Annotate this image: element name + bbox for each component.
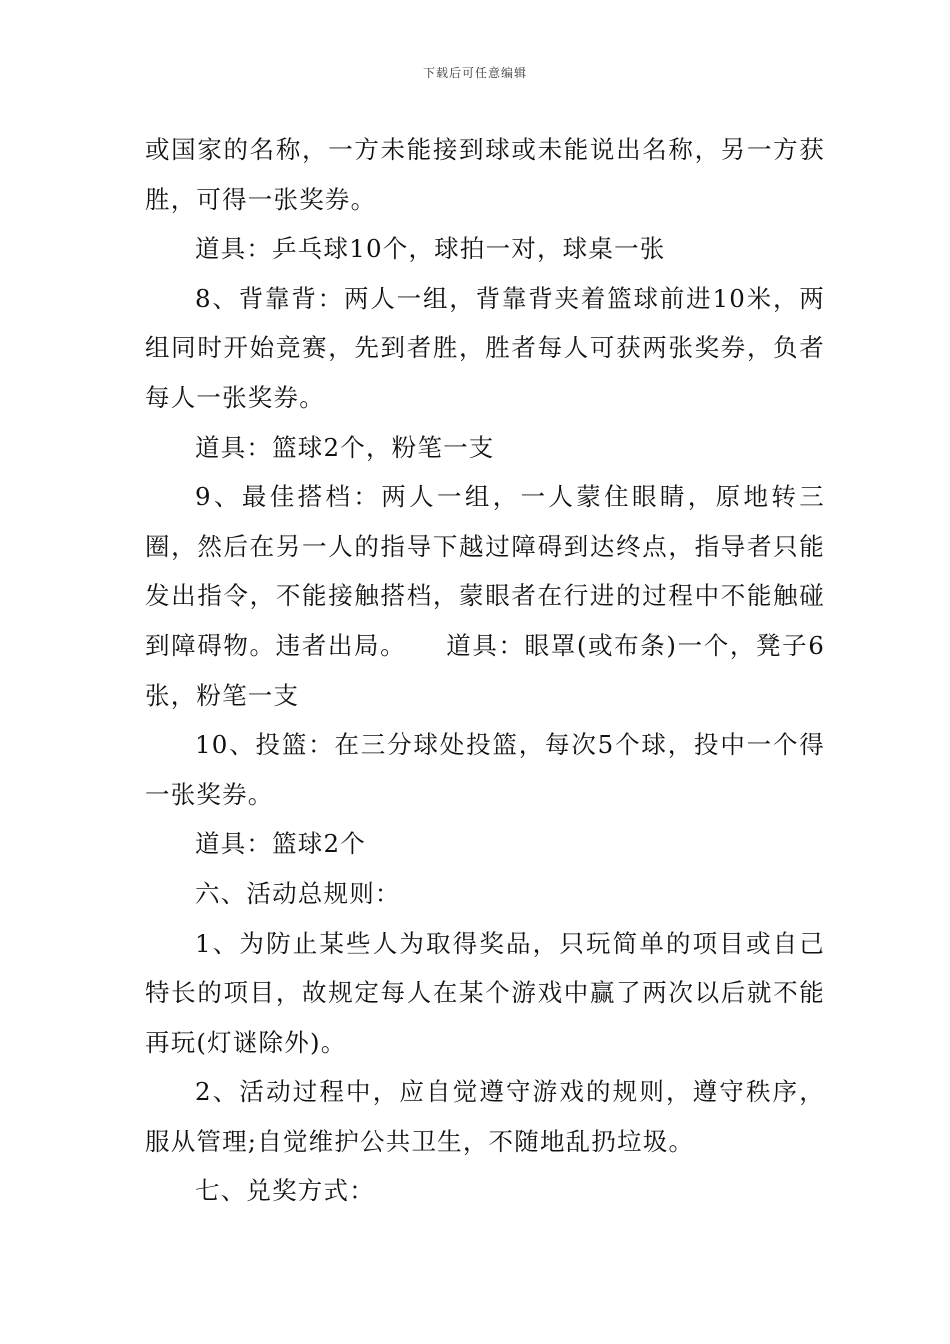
paragraph-rule-2: 2、活动过程中，应自觉遵守游戏的规则，遵守秩序，服从管理;自觉维护公共卫生，不随地乱扔垃圾。 <box>145 1077 825 1156</box>
paragraph-continuation: 或国家的名称，一方未能接到球或未能说出名称，另一方获胜，可得一张奖券。 <box>145 135 825 214</box>
paragraph-game-shooting: 10、投篮：在三分球处投篮，每次5个球，投中一个得一张奖券。 <box>145 730 825 809</box>
paragraph-game-best-partner: 9、最佳搭档：两人一组，一人蒙住眼睛，原地转三圈，然后在另一人的指导下越过障碍到达终点，指导者只能发出指令，不能接触搭档，蒙眼者在行进的过程中不能触碰到障碍物。违者出局。 道具：眼罩(或布条)一个，凳子6张，粉笔一支 <box>145 482 825 710</box>
paragraph-rule-1: 1、为防止某些人为取得奖品，只玩简单的项目或自己特长的项目，故规定每人在某个游戏中赢了两次以后就不能再玩(灯谜除外)。 <box>145 928 825 1057</box>
paragraph-props-basketball: 道具：篮球2个 <box>195 829 366 859</box>
section-heading-redemption: 七、兑奖方式： <box>195 1176 375 1206</box>
paragraph-props-basketball-chalk: 道具：篮球2个，粉笔一支 <box>195 432 495 462</box>
paragraph-game-back-to-back: 8、背靠背：两人一组，背靠背夹着篮球前进10米，两组同时开始竞赛，先到者胜，胜者每人可获两张奖券，负者每人一张奖券。 <box>145 283 825 412</box>
section-heading-general-rules: 六、活动总规则： <box>195 878 401 908</box>
document-body <box>145 125 825 1216</box>
page-header-note: 下载后可任意编辑 <box>422 66 527 80</box>
paragraph-props-pingpong: 道具：乒乓球10个，球拍一对，球桌一张 <box>195 234 666 264</box>
